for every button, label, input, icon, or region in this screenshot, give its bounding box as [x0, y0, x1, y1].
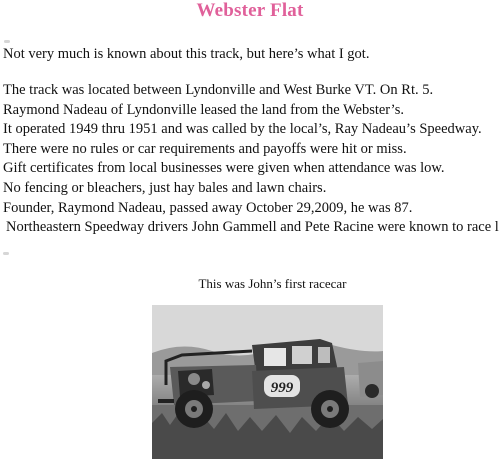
- fact-line: Founder, Raymond Nadeau, passed away October 29,2009, he was 87.: [3, 199, 413, 216]
- fact-line: It operated 1949 thru 1951 and was called by the local’s, Ray Nadeau’s Speedway.: [3, 121, 482, 138]
- page-title: Webster Flat: [196, 0, 304, 21]
- fact-line: Gift certificates from local businesses were given when attendance was low.: [3, 160, 445, 177]
- fact-line: Raymond Nadeau of Lyndonville leased the land from the Webster’s.: [3, 101, 404, 118]
- scan-speck: [4, 40, 10, 43]
- fact-line: Northeastern Speedway drivers John Gammell and Pete Racine were known to race l: [6, 219, 499, 236]
- scan-speck: [3, 252, 9, 255]
- intro-paragraph: Not very much is known about this track, but here’s what I got.: [3, 46, 370, 62]
- fact-line: The track was located between Lyndonville and West Burke VT. On Rt. 5.: [3, 82, 434, 98]
- facts-list: [3, 81, 499, 238]
- photo-caption: This was John’s first racecar: [198, 276, 347, 291]
- car-number: 999: [270, 380, 294, 396]
- racecar-photo: [152, 305, 383, 459]
- racecar-illustration: [152, 305, 383, 459]
- fact-line: No fencing or bleachers, just hay bales and lawn chairs.: [3, 179, 327, 196]
- fact-line: There were no rules or car requirements and payoffs were hit or miss.: [3, 140, 407, 157]
